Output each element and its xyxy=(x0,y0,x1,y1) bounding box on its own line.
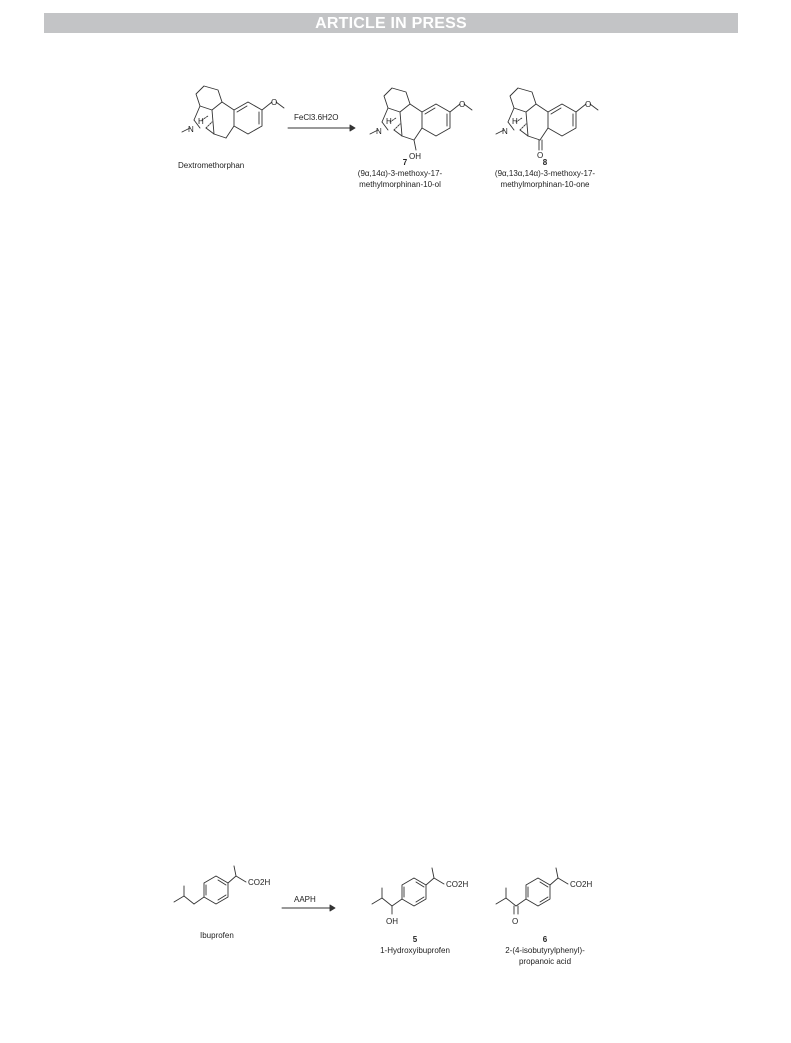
atom-o: O xyxy=(585,100,592,109)
atom-co2h: CO2H xyxy=(446,880,469,889)
atom-h: H xyxy=(386,117,392,126)
compound-number: 6 xyxy=(542,935,548,944)
product-6-structure xyxy=(496,868,592,926)
dextromethorphan-scheme xyxy=(0,0,791,260)
compound-name-line: (9α,14α)-3-methoxy-17- xyxy=(357,169,443,178)
compound-name-line: 2-(4-isobutyrylphenyl)- xyxy=(505,946,585,955)
reagent-label: AAPH xyxy=(294,895,316,904)
ibuprofen-scheme xyxy=(0,840,791,1000)
article-in-press-banner: ARTICLE IN PRESS xyxy=(44,13,738,33)
atom-n: N xyxy=(376,127,382,136)
atom-o: O xyxy=(459,100,466,109)
atom-n: N xyxy=(502,127,508,136)
compound-name-line: (9α,13α,14α)-3-methoxy-17- xyxy=(494,169,596,178)
atom-n: N xyxy=(188,125,194,134)
product-7-structure xyxy=(370,88,472,161)
reactant-name: Dextromethorphan xyxy=(178,161,245,170)
dextromethorphan-structure xyxy=(182,86,284,138)
atom-co2h: CO2H xyxy=(570,880,593,889)
compound-number: 7 xyxy=(402,158,408,167)
atom-oh: OH xyxy=(386,917,398,926)
compound-name-line: propanoic acid xyxy=(518,957,572,966)
product-8-structure xyxy=(496,88,598,160)
atom-o: O xyxy=(512,917,519,926)
reactant-name: Ibuprofen xyxy=(200,931,234,940)
reaction-arrow xyxy=(282,905,335,911)
compound-name-line: methylmorphinan-10-ol xyxy=(359,180,441,189)
product-5-structure xyxy=(372,868,468,926)
ibuprofen-structure xyxy=(174,866,270,904)
compound-number: 8 xyxy=(542,158,548,167)
atom-h: H xyxy=(198,117,204,126)
compound-name-line: methylmorphinan-10-one xyxy=(500,180,590,189)
atom-h: H xyxy=(512,117,518,126)
compound-name-line: 1-Hydroxyibuprofen xyxy=(380,946,450,955)
atom-oh: OH xyxy=(409,152,421,161)
reagent-label: FeCl3.6H2O xyxy=(294,113,339,122)
atom-o: O xyxy=(271,98,278,107)
atom-o: O xyxy=(537,151,544,160)
reaction-arrow xyxy=(288,125,355,131)
compound-number: 5 xyxy=(412,935,418,944)
atom-co2h: CO2H xyxy=(248,878,271,887)
